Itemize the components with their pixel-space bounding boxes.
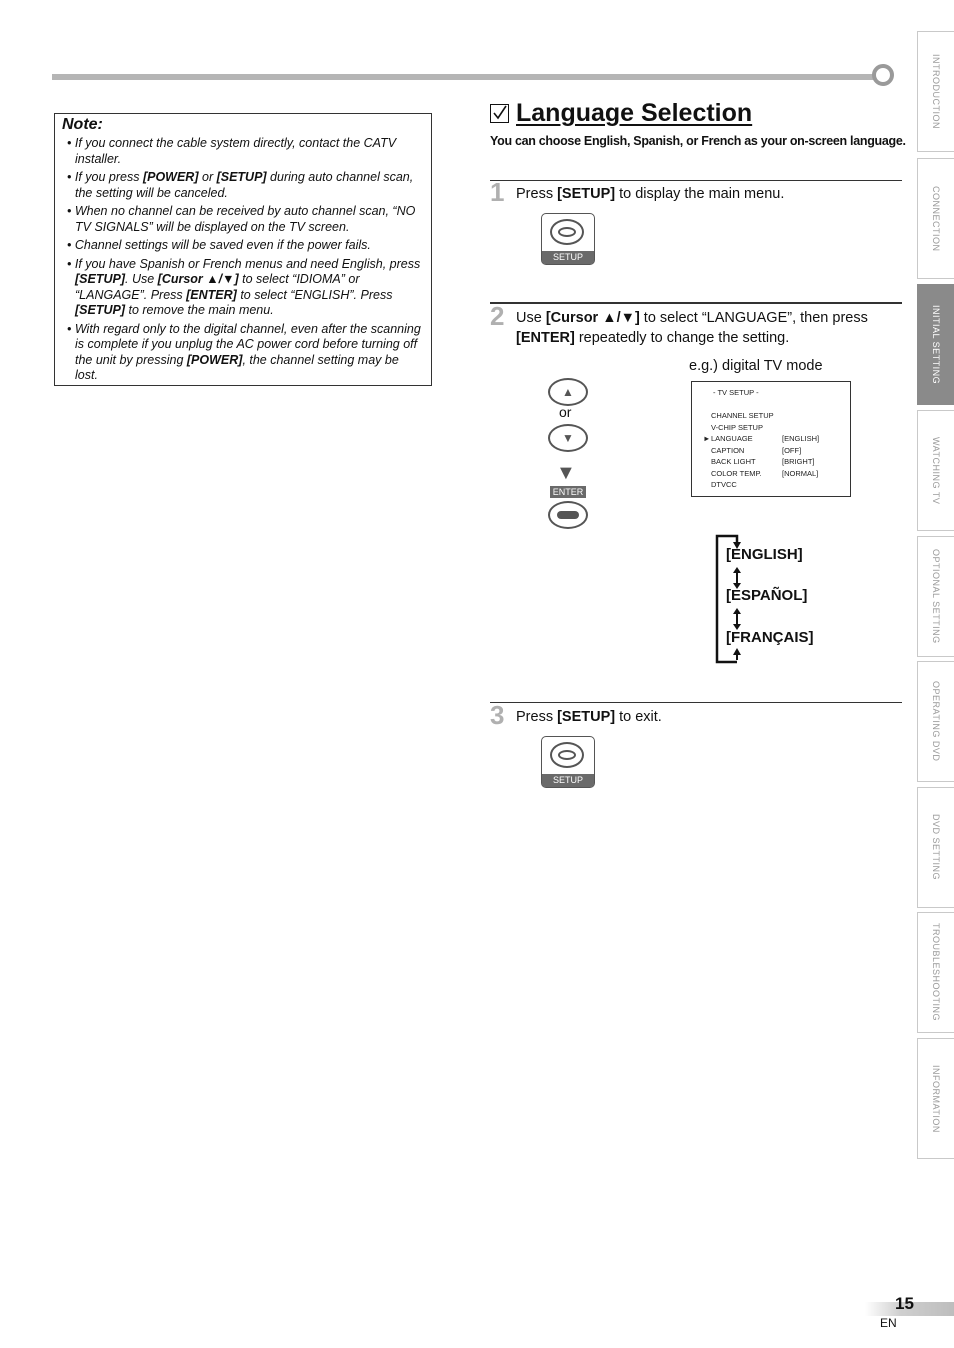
cursor-down-button[interactable] — [548, 424, 588, 452]
note-item: • When no channel can be received by auto channel scan, “NO TV SIGNALS” will be displayed on the TV screen. — [67, 204, 416, 234]
language-option-english: [ENGLISH] — [726, 546, 803, 563]
language-option-francais: [FRANÇAIS] — [726, 629, 814, 646]
step-divider — [490, 180, 902, 181]
note-item: • With regard only to the digital channel, even after the scanning is complete if you unplug the AC power cord before turning off the unit by pressing [POWER], the channel setting may be lost. — [67, 321, 421, 382]
tab-connection[interactable]: CONNECTION — [917, 158, 954, 279]
note-box — [54, 113, 432, 386]
note-item: • Channel settings will be saved even if the power fails. — [67, 238, 371, 252]
screen-cursor-icon: ► — [703, 434, 711, 443]
tab-watching-tv[interactable]: WATCHING TV — [917, 410, 954, 531]
enter-icon — [557, 511, 579, 519]
screen-menu-item: CHANNEL SETUP — [711, 411, 774, 420]
setup-button-label: SETUP — [542, 774, 594, 787]
step-divider — [490, 302, 902, 304]
screen-menu-value: [NORMAL] — [782, 469, 819, 478]
language-option-espanol: [ESPAÑOL] — [726, 587, 808, 604]
step-number: 3 — [490, 700, 505, 730]
arrow-down-icon: ▼ — [556, 462, 576, 484]
tab-initial-setting[interactable]: INITIAL SETTING — [917, 284, 954, 405]
note-list — [61, 136, 425, 384]
step-3-text: Press [SETUP] to exit. — [516, 709, 662, 725]
screen-menu-item: BACK LIGHT — [711, 457, 756, 466]
language-code: EN — [880, 1316, 897, 1330]
screen-menu-item: CAPTION — [711, 446, 745, 455]
top-rule — [52, 74, 882, 80]
screen-menu-item: V-CHIP SETUP — [711, 423, 763, 432]
checkbox-icon — [490, 104, 509, 123]
note-item: • If you have Spanish or French menus and need English, press [SETUP]. Use [Cursor ▲/▼] to select “IDIOMA” or “LANGAGE”. Press [ENTER] to select “ENGLISH”. Press [SETUP] to remove the main menu. — [67, 256, 421, 317]
setup-button-icon — [550, 742, 584, 768]
top-rule-end-circle — [872, 64, 894, 86]
page-subtitle: You can choose English, Spanish, or French as your on-screen language. — [490, 134, 906, 148]
setup-button-label: SETUP — [542, 251, 594, 264]
down-arrow-icon: ▼ — [562, 431, 574, 445]
note-item: • If you press [POWER] or [SETUP] during auto channel scan, the setting will be canceled. — [67, 170, 414, 200]
screen-menu-item: COLOR TEMP. — [711, 469, 762, 478]
page-number: 15 — [895, 1294, 914, 1313]
note-item: • If you connect the cable system directly, contact the CATV installer. — [67, 136, 397, 166]
enter-button-label: ENTER — [550, 486, 586, 498]
or-text: or — [559, 404, 572, 420]
step-number: 1 — [490, 177, 505, 207]
note-title: Note: — [62, 116, 103, 133]
example-label: e.g.) digital TV mode — [689, 358, 823, 374]
screen-menu-value: [BRIGHT] — [782, 457, 815, 466]
step-number: 2 — [490, 301, 505, 331]
setup-button[interactable] — [541, 736, 595, 788]
setup-button[interactable] — [541, 213, 595, 265]
tab-information[interactable]: INFORMATION — [917, 1038, 954, 1159]
screen-header: - TV SETUP - — [713, 388, 759, 397]
setup-button-icon — [550, 219, 584, 245]
page-title: Language Selection — [516, 99, 753, 127]
screen-menu-item: DTVCC — [711, 480, 737, 489]
tab-optional-setting[interactable]: OPTIONAL SETTING — [917, 536, 954, 657]
step-2-text: Use [Cursor ▲/▼] to select “LANGUAGE”, then press [ENTER] repeatedly to change the setting. — [516, 310, 868, 346]
up-arrow-icon: ▲ — [562, 385, 574, 399]
screen-menu-item: LANGUAGE — [711, 434, 753, 443]
screen-menu-value: [ENGLISH] — [782, 434, 820, 443]
tab-dvd-setting[interactable]: DVD SETTING — [917, 787, 954, 908]
tab-operating-dvd[interactable]: OPERATING DVD — [917, 661, 954, 782]
enter-button[interactable] — [548, 501, 588, 529]
tab-introduction[interactable]: INTRODUCTION — [917, 31, 954, 152]
step-1-text: Press [SETUP] to display the main menu. — [516, 186, 785, 202]
cursor-up-button[interactable] — [548, 378, 588, 406]
tab-troubleshooting[interactable]: TROUBLESHOOTING — [917, 912, 954, 1033]
step-divider — [490, 702, 902, 703]
tv-setup-screen — [691, 381, 851, 497]
screen-menu-value: [OFF] — [782, 446, 802, 455]
